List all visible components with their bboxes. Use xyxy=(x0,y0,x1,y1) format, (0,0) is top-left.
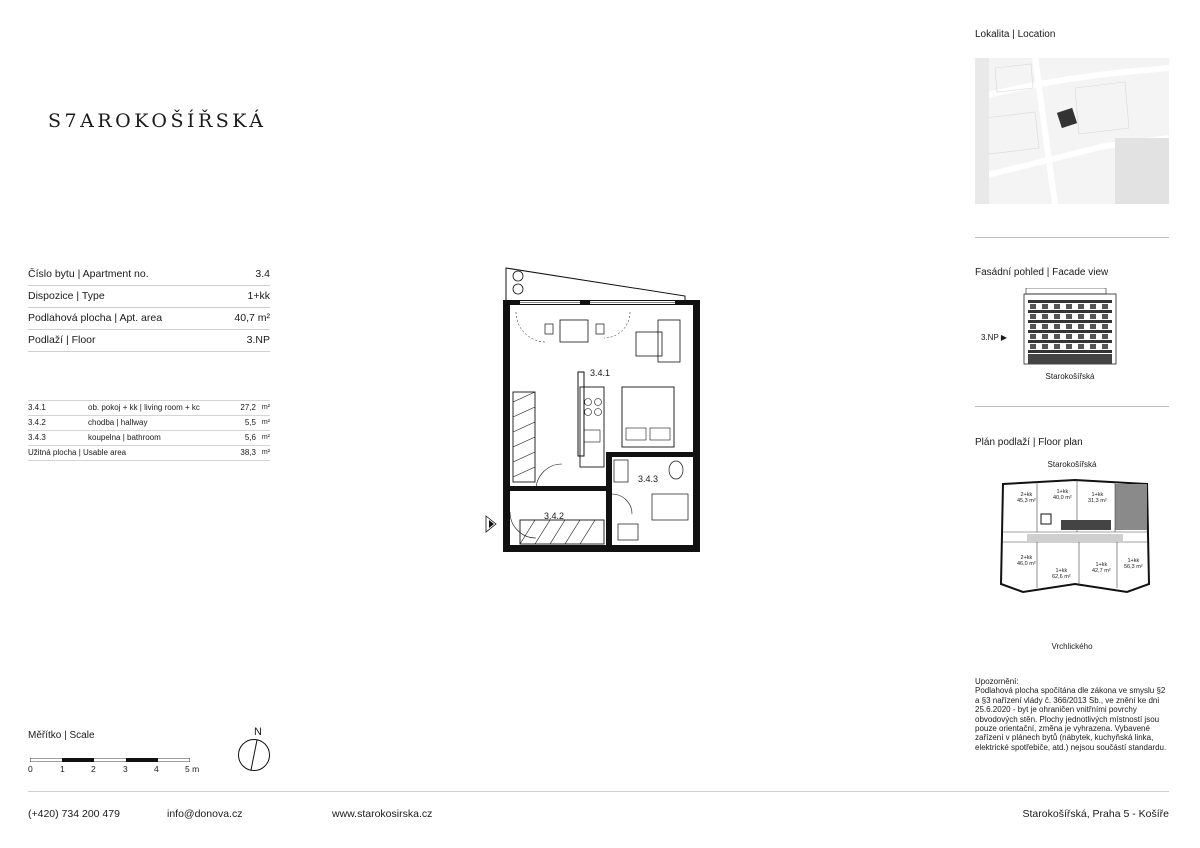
unit-label: 1+kk 40,0 m² xyxy=(1053,489,1072,501)
balcony-outline xyxy=(506,268,685,302)
unit-label: 2+kk 46,0 m² xyxy=(1017,555,1036,567)
info-row xyxy=(28,286,270,308)
usable-area-label: Užitná plocha | Usable area xyxy=(28,448,127,457)
unit-label: 1+kk 62,6 m² xyxy=(1052,568,1071,580)
scale-tick: 5 m xyxy=(185,764,200,774)
room-unit: m² xyxy=(261,434,270,441)
note-text: Podlahová plocha spočítána dle zákona ve smyslu §2 a §3 nařízení vlády č. 366/2013 Sb., ve znění ke dni 25.6.2020 - byt je ohraničen vnitřními povrchy obvodových stěn. Plochy jednotlivých místností jsou pouze orientační, změna je vyhrazena. Vybavené zařízení v plánech bytů (nábytek, kuchyňská linka, elektrické spotřebiče, atd.) nejsou součástí standardu. xyxy=(975,686,1167,752)
room-area: 5,5 xyxy=(244,418,256,427)
info-value: 1+kk xyxy=(247,290,270,302)
floorplan-street-top: Starokošířská xyxy=(1047,460,1097,469)
room-area: 5,6 xyxy=(244,433,256,442)
room-name: chodba | hallway xyxy=(88,418,148,427)
scale-ticks xyxy=(28,764,208,776)
unit-label: 2+kk 45,3 m² xyxy=(1017,492,1036,504)
location-title: Lokalita | Location xyxy=(975,29,1056,40)
location-map xyxy=(975,58,1169,204)
room-area: 38,3 xyxy=(240,448,256,457)
footer-web-link[interactable]: www.starokosirska.cz xyxy=(332,808,433,820)
room-unit: m² xyxy=(261,449,270,456)
info-label: Číslo bytu | Apartment no. xyxy=(28,268,149,280)
room-row xyxy=(28,416,270,431)
room-code: 3.4.3 xyxy=(28,433,46,442)
apartment-info-table xyxy=(28,264,270,352)
footer-divider xyxy=(28,791,1169,792)
apartment-floor-plan xyxy=(480,262,705,557)
room-label-3-4-2: 3.4.2 xyxy=(544,511,565,521)
info-label: Dispozice | Type xyxy=(28,290,105,302)
footer-email-link[interactable]: info@donova.cz xyxy=(167,808,243,820)
room-code: 3.4.1 xyxy=(28,403,46,412)
bottom-wall xyxy=(503,545,700,552)
divider xyxy=(975,406,1169,407)
room-name: koupelna | bathroom xyxy=(88,433,161,442)
info-row xyxy=(28,308,270,330)
floorplan-title: Plán podlaží | Floor plan xyxy=(975,437,1083,448)
disclaimer-note xyxy=(975,677,1171,752)
room-row xyxy=(28,400,270,416)
unit-label: 1+kk 56,3 m² xyxy=(1124,558,1143,570)
scale-tick: 2 xyxy=(91,764,96,774)
footer-phone[interactable]: (+420) 734 200 479 xyxy=(28,808,120,820)
scale-label: Měřítko | Scale xyxy=(28,730,95,741)
scale-tick: 4 xyxy=(154,764,159,774)
floorplan-street-bottom: Vrchlického xyxy=(1051,642,1093,651)
north-label: N xyxy=(254,726,262,738)
room-area: 27,2 xyxy=(240,403,256,412)
room-unit: m² xyxy=(261,419,270,426)
facade-title: Fasádní pohled | Facade view xyxy=(975,267,1109,278)
facade-caption: Starokošířská xyxy=(1045,372,1095,381)
rooms-table xyxy=(28,400,270,461)
room-label-3-4-1: 3.4.1 xyxy=(590,368,611,378)
scale-bar xyxy=(30,758,190,762)
room-name: ob. pokoj + kk | living room + kc xyxy=(88,403,200,412)
facade-drawing xyxy=(1022,288,1118,366)
scale-tick: 0 xyxy=(28,764,33,774)
unit-label: 1+kk 31,3 m² xyxy=(1088,492,1107,504)
info-row xyxy=(28,330,270,352)
highlighted-unit xyxy=(1115,484,1147,530)
interior-wall xyxy=(606,452,612,548)
unit-label: 1+kk 42,7 m² xyxy=(1092,562,1111,574)
brand-logo: S7AROKOŠÍŘSKÁ xyxy=(48,110,267,132)
info-row xyxy=(28,264,270,286)
info-value: 40,7 m² xyxy=(234,312,270,324)
room-row xyxy=(28,431,270,446)
room-unit: m² xyxy=(261,404,270,411)
usable-area-row xyxy=(28,446,270,461)
info-label: Podlaží | Floor xyxy=(28,334,96,346)
facade-floor-marker: 3.NP ▶ xyxy=(981,333,1008,342)
room-code: 3.4.2 xyxy=(28,418,46,427)
interior-wall xyxy=(510,486,606,491)
scale-tick: 3 xyxy=(123,764,128,774)
divider xyxy=(975,237,1169,238)
info-value: 3.4 xyxy=(255,268,270,280)
room-label-3-4-3: 3.4.3 xyxy=(638,474,659,484)
footer-address: Starokošířská, Praha 5 - Košíře xyxy=(1022,808,1169,820)
right-wall xyxy=(693,300,700,552)
info-value: 3.NP xyxy=(246,334,270,346)
note-title: Upozornění: xyxy=(975,677,1019,686)
interior-wall xyxy=(612,452,693,457)
info-label: Podlahová plocha | Apt. area xyxy=(28,312,163,324)
scale-tick: 1 xyxy=(60,764,65,774)
left-wall xyxy=(503,300,510,550)
compass-icon xyxy=(237,738,271,772)
